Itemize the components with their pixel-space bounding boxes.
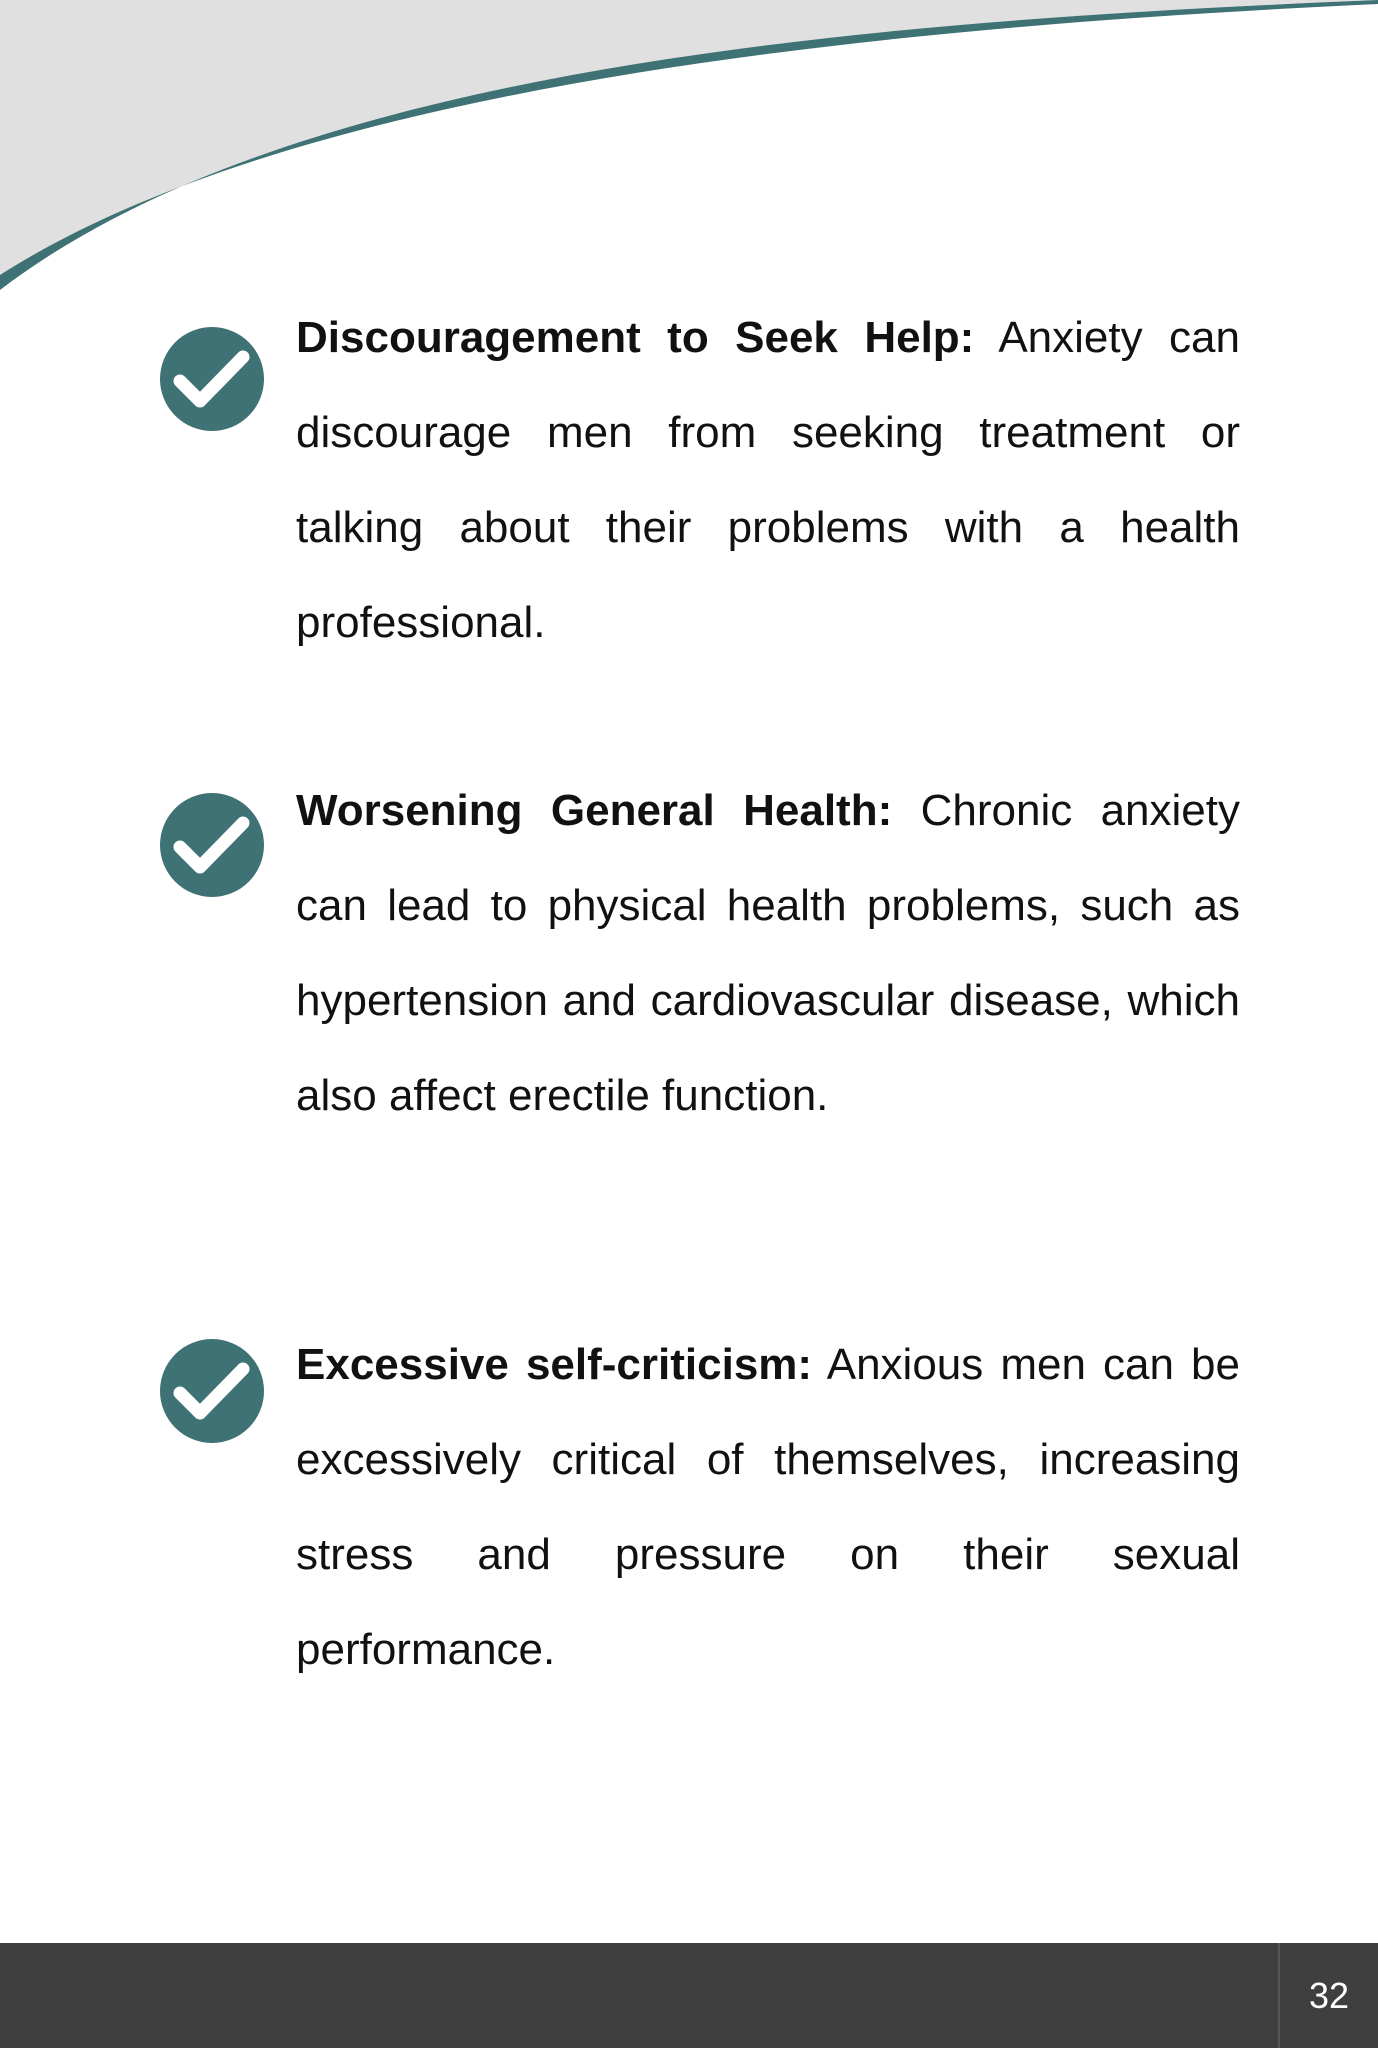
list-item-text [296,763,1240,1143]
check-circle-icon [160,793,264,897]
check-circle-icon [160,1339,264,1443]
page-number: 32 [1308,1975,1350,2016]
header-curve-decoration [0,0,1378,300]
list-item-title: Excessive self-criticism: [296,1340,813,1389]
check-circle-icon [160,327,264,431]
list-item-body: Anxiety can discourage men from seeking treatment or talking about their problems with a health professional. [296,313,1240,647]
list-item-title: Discouragement to Seek Help: [296,313,975,362]
list-item-title: Worsening General Health: [296,786,893,835]
footer-bar [0,1943,1378,2048]
list-item-body: Anxious men can be excessively critical of themselves, increasing stress and pressure on their sexual performance. [296,1340,1240,1674]
list-item-text [296,1317,1240,1697]
list-item-body: Chronic anxiety can lead to physical health problems, such as hypertension and cardiovascular disease, which also affect erectile function. [296,786,1240,1120]
list-item-text [296,290,1240,670]
